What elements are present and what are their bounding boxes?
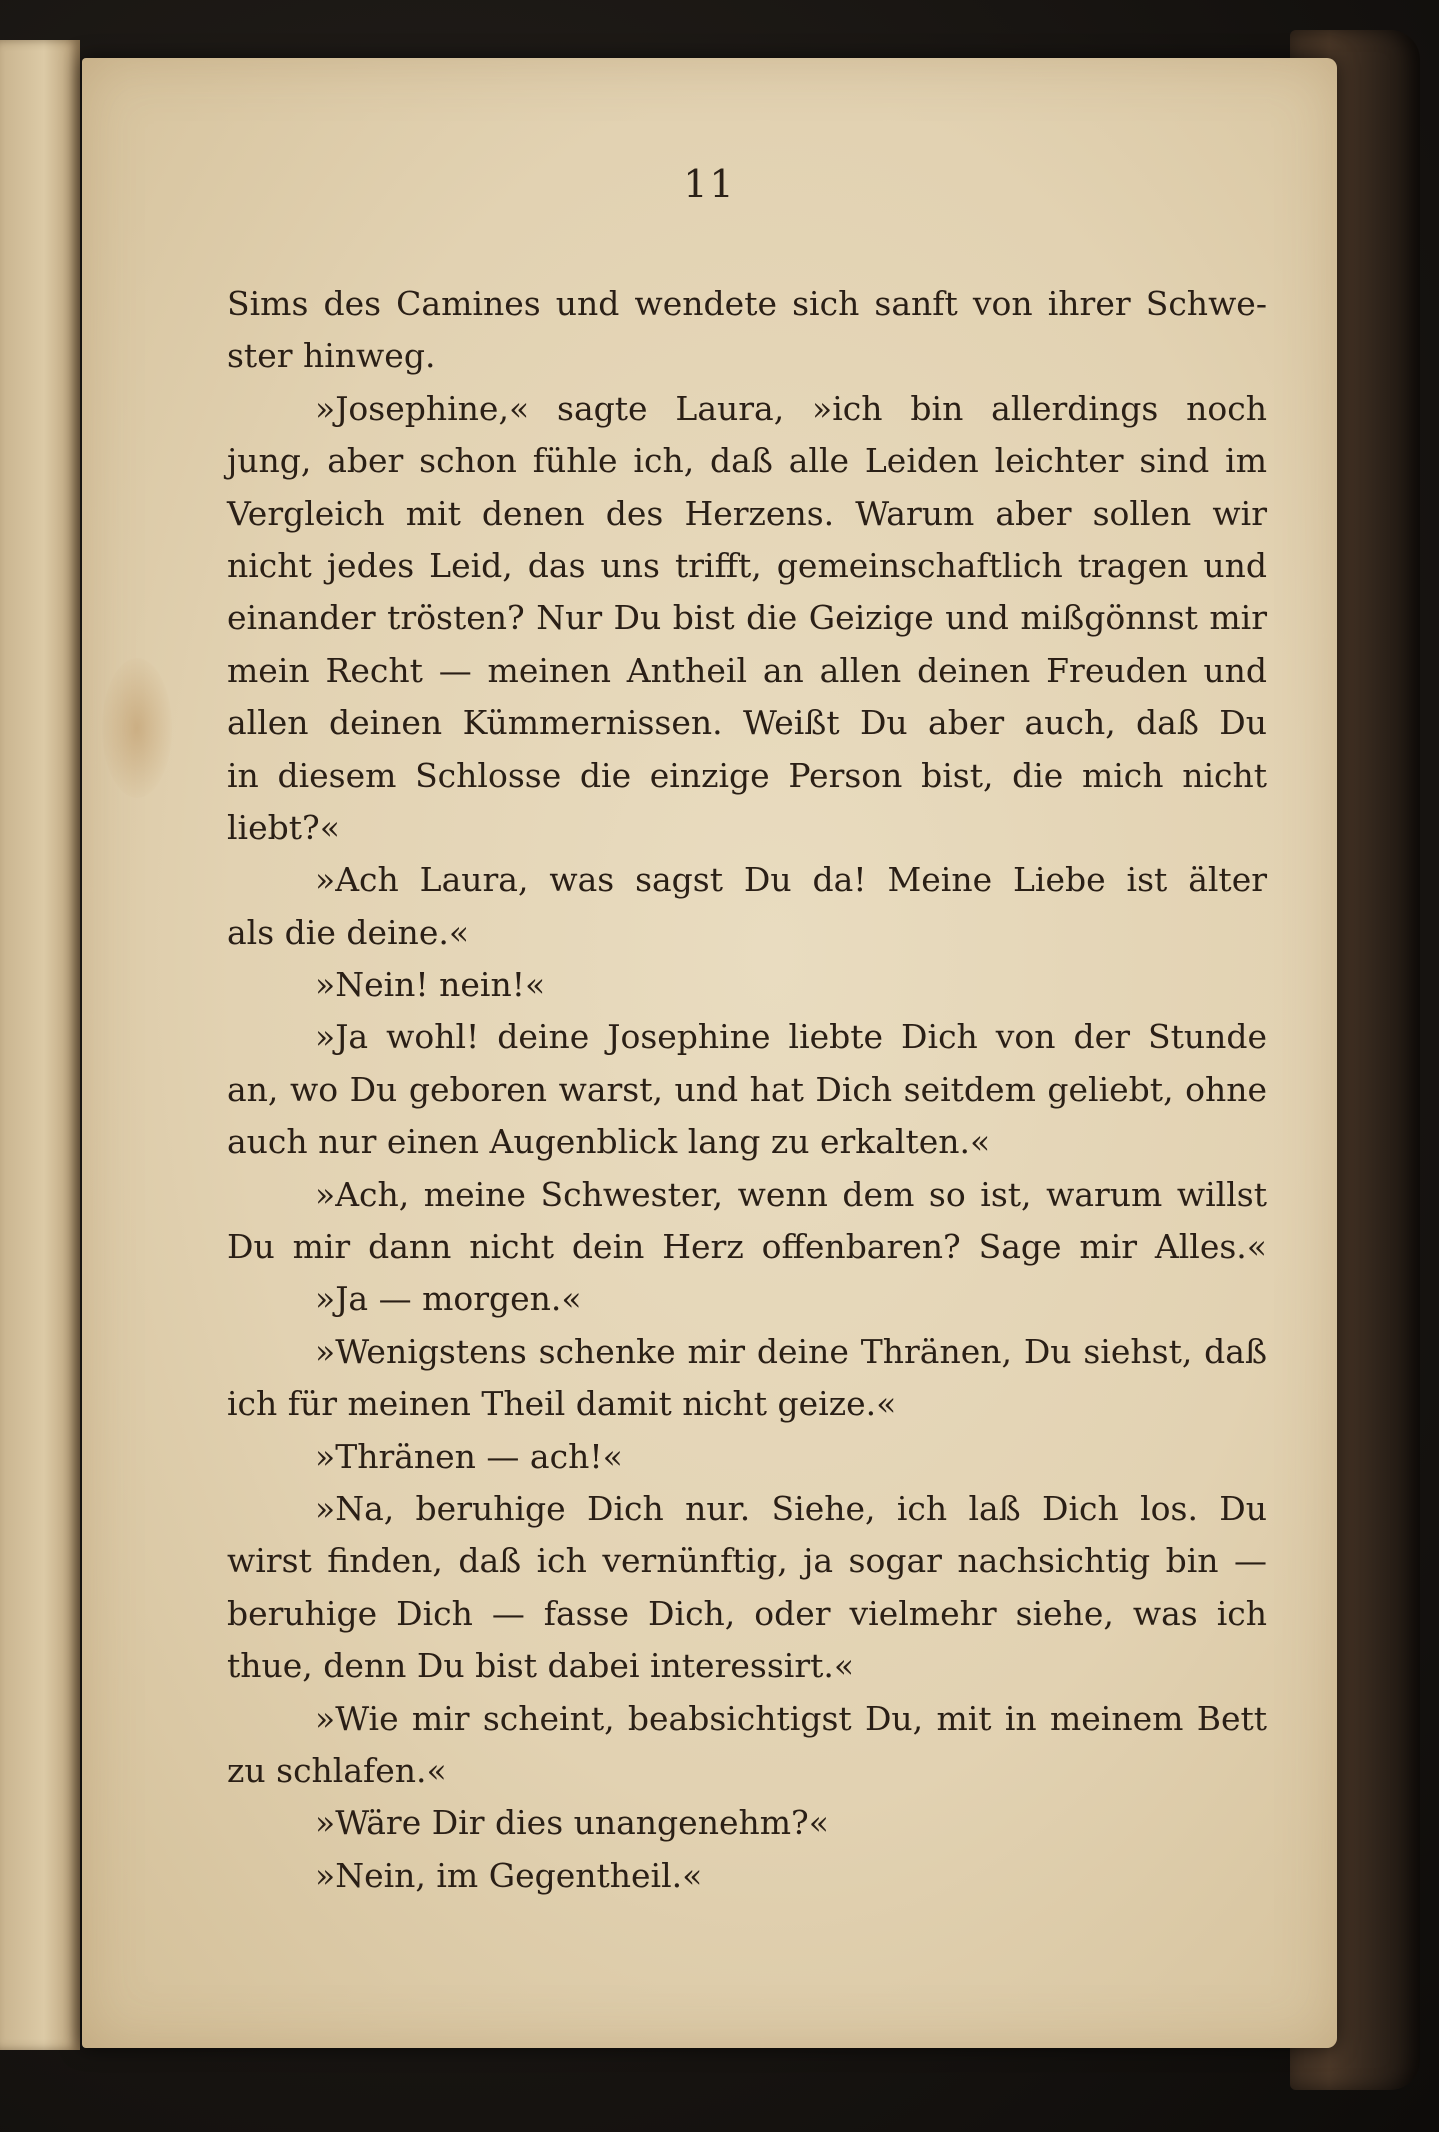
text-line: jung, aber schon fühle ich, daß alle Leiden leichter sind im <box>227 441 1267 481</box>
body-text <box>227 278 1267 1902</box>
facing-page-edge <box>0 40 80 2050</box>
text-line: liebt?« <box>227 807 340 847</box>
text-line: »Wenigstens schenke mir deine Thränen, Du siehst, daß <box>315 1331 1267 1371</box>
text-line: nicht jedes Leid, das uns trifft, gemeinschaftlich tragen und <box>227 545 1267 585</box>
text-line: Du mir dann nicht dein Herz offenbaren? Sage mir Alles.« <box>227 1227 1267 1267</box>
text-line: mein Recht — meinen Antheil an allen deinen Freuden und <box>227 650 1267 690</box>
text-line: »Wie mir scheint, beabsichtigst Du, mit in meinem Bett <box>315 1698 1267 1738</box>
book-page <box>82 58 1337 2048</box>
text-line: einander trösten? Nur Du bist die Geizige und mißgönnst mir <box>227 598 1267 638</box>
text-line: »Ach Laura, was sagst Du da! Meine Liebe ist älter <box>315 860 1267 900</box>
text-line: in diesem Schlosse die einzige Person bist, die mich nicht <box>227 755 1267 795</box>
text-line: »Wäre Dir dies unangenehm?« <box>315 1803 829 1843</box>
text-line: allen deinen Kümmernissen. Weißt Du aber auch, daß Du <box>227 703 1267 743</box>
text-line: »Na, beruhige Dich nur. Siehe, ich laß Dich los. Du <box>315 1488 1267 1528</box>
text-line: »Nein! nein!« <box>315 965 546 1005</box>
text-line: beruhige Dich — fasse Dich, oder vielmehr siehe, was ich <box>227 1593 1267 1633</box>
text-line: Vergleich mit denen des Herzens. Warum aber sollen wir <box>227 493 1267 533</box>
text-line: »Ja — morgen.« <box>315 1279 582 1319</box>
text-line: zu schlafen.« <box>227 1750 447 1790</box>
text-line: auch nur einen Augenblick lang zu erkalten.« <box>227 1122 991 1162</box>
text-line: wirst finden, daß ich vernünftig, ja sogar nachsichtig bin — <box>227 1541 1267 1581</box>
text-line: »Nein, im Gegentheil.« <box>315 1855 703 1895</box>
text-line: als die deine.« <box>227 912 470 952</box>
text-line: ster hinweg. <box>227 336 436 376</box>
page-number: 11 <box>683 162 736 206</box>
text-line: thue, denn Du bist dabei interessirt.« <box>227 1646 855 1686</box>
text-line: »Ach, meine Schwester, wenn dem so ist, warum willst <box>315 1174 1267 1214</box>
text-line: ich für meinen Theil damit nicht geize.« <box>227 1384 897 1424</box>
text-line: »Thränen — ach!« <box>315 1436 623 1476</box>
text-line: Sims des Camines und wendete sich sanft von ihrer Schwe- <box>227 284 1267 323</box>
text-line: »Ja wohl! deine Josephine liebte Dich von der Stunde <box>315 1017 1267 1057</box>
paper-stain <box>102 658 172 798</box>
text-line: »Josephine,« sagte Laura, »ich bin allerdings noch <box>315 388 1267 428</box>
text-line: an, wo Du geboren warst, und hat Dich seitdem geliebt, ohne <box>227 1069 1267 1109</box>
